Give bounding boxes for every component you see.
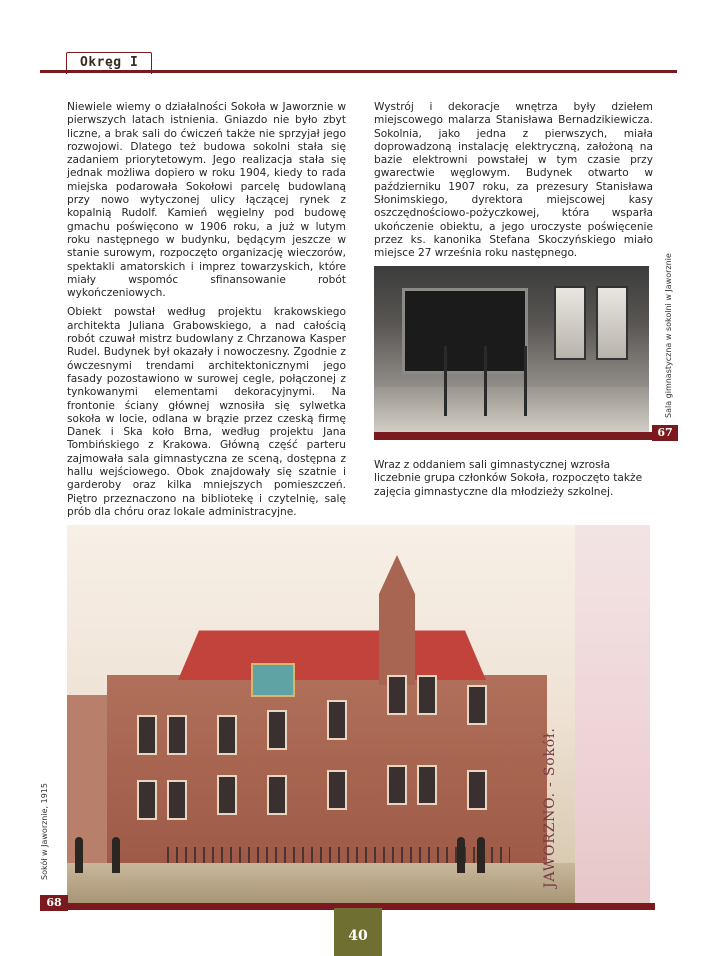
pedestrian [75, 837, 83, 873]
page-number: 40 [348, 928, 368, 944]
postcard-strip [575, 525, 650, 903]
window [267, 775, 287, 815]
figure-number-68: 68 [40, 895, 68, 911]
window [217, 715, 237, 755]
window [467, 685, 487, 725]
photo-gutter [649, 266, 655, 432]
figure-number-67: 67 [652, 425, 678, 441]
section-label: Okręg I [80, 55, 139, 70]
header-rule [40, 70, 677, 73]
window [267, 710, 287, 750]
gym-pole [484, 346, 487, 416]
window [167, 715, 187, 755]
window [217, 775, 237, 815]
floor [374, 387, 649, 432]
stage [402, 288, 528, 374]
figure-caption-68: Sokół w Jaworznie, 1915 [40, 783, 49, 880]
window [137, 715, 157, 755]
window [554, 286, 586, 360]
pedestrian [477, 837, 485, 873]
falcon-emblem-icon [251, 663, 295, 697]
postcard-title: JAWORZNO. - Sokół. [542, 727, 558, 888]
photo-67-frame [374, 432, 655, 440]
window [327, 700, 347, 740]
left-column [67, 101, 346, 525]
right-column [374, 101, 653, 267]
pedestrian [112, 837, 120, 873]
window [417, 765, 437, 805]
figure-caption-67: Sala gimnastyczna w sokolni w Jaworznie [664, 253, 673, 418]
window [417, 675, 437, 715]
gym-pole [444, 346, 447, 416]
window [137, 780, 157, 820]
gym-pole [524, 346, 527, 416]
paragraph-3: Wystrój i dekoracje wnętrza były dziełem miejscowego malarza Stanisława Bernadzikiewicza. Sokolnia, jako jedna z pierwszych, miała doprowadzoną instalację elektryczną, założoną na bazie elektrowni powstałej w tym czasie przy gwarectwie węglowym. Budynek otwarto w październiku 1907 roku, za prezesury Stanisława Słonimskiego, dyrektora miejscowej kasy oszczędnościowo-pożyczkowej, która wsparła ukończenie obiektu, a jego uroczyste poświęcenie przez ks. kanonika Stefana Skoczyńskiego miało miejsce 27 września roku następnego. [374, 101, 653, 260]
window [387, 675, 407, 715]
roof [157, 625, 507, 680]
pedestrian [457, 837, 465, 873]
window [167, 780, 187, 820]
window [596, 286, 628, 360]
window [327, 770, 347, 810]
paragraph-1: Niewiele wiemy o działalności Sokoła w Jaworznie w pierwszych latach istnienia. Gniazdo nie było zbyt liczne, a brak sali do ćwiczeń także nie sprzyjał jego rozwojowi. Dlatego też budowa sokolni stała się zadaniem priorytetowym. Jego realizacja stała się jednak możliwa dopiero w roku 1904, kiedy to rada miejska podarowała Sokołowi parcelę budowlaną przy nowo wytyczonej ulicy łączącej rynek z kopalnią Rudolf. Kamień węgielny pod budowę gmachu poświęcono w 1906 roku, a już w lutym roku następnego w budynku, będącym jeszcze w stanie surowym, rozpoczęto organizację wieczorów, spektakli amatorskich i imprez towarzyskich, które miały wspomóc sfinansowanie robót wykończeniowych. [67, 101, 346, 300]
paragraph-2: Obiekt powstał według projektu krakowskiego architekta Juliana Grabowskiego, a nad całością robót czuwał mistrz budowlany z Chrzanowa Kasper Rudel. Budynek był okazały i nowoczesny. Zgodnie z ówczesnymi trendami architektonicznymi jego fasady pozostawiono w surowej cegle, połączonej z tynkowanymi elementami dekoracyjnymi. Na frontonie ściany głównej wznosiła się sylwetka sokoła w locie, odlana w brązie przez czeską firmę Danek i Ska koło Brna, według projektu Jana Tombińskiego z Krakowa. Główną część parteru zajmowała sala gimnastyczna ze sceną, dostępna z hallu wejściowego. Obok znajdowały się szatnie i garderoby oraz kilka mniejszych pomieszczeń. Piętro przeznaczono na bibliotekę i czytelnię, salę prób dla chóru oraz lokale administracyjne. [67, 306, 346, 518]
window [467, 770, 487, 810]
sokol-building-postcard [67, 525, 650, 903]
gym-interior-photo [374, 266, 649, 432]
paragraph-4: Wraz z oddaniem sali gimnastycznej wzrosła liczebnie grupa członków Sokoła, rozpoczęto także zajęcia gimnastyczne dla młodzieży szkolnej. [374, 459, 643, 498]
window [387, 765, 407, 805]
street [67, 863, 650, 903]
